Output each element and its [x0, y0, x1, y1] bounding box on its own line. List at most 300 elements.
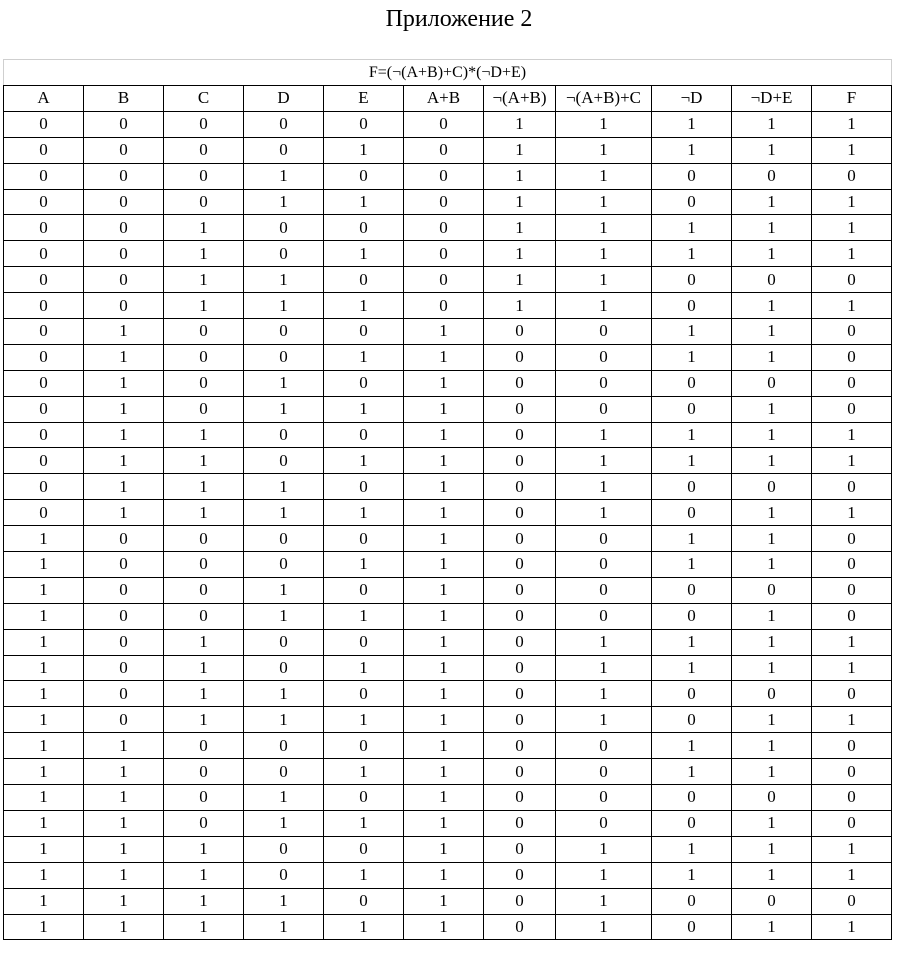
table-cell: 1	[324, 914, 404, 940]
table-cell: 1	[164, 241, 244, 267]
table-cell: 1	[556, 474, 652, 500]
table-cell: 0	[652, 370, 732, 396]
table-cell: 1	[732, 111, 812, 137]
table-cell: 1	[4, 888, 84, 914]
table-cell: 1	[84, 759, 164, 785]
table-cell: 1	[812, 707, 892, 733]
table-cell: 1	[244, 370, 324, 396]
table-row	[4, 189, 892, 215]
table-cell: 1	[244, 577, 324, 603]
table-row	[4, 137, 892, 163]
table-row	[4, 785, 892, 811]
table-cell: 0	[652, 500, 732, 526]
column-header: A	[4, 86, 84, 112]
table-cell: 0	[4, 241, 84, 267]
table-cell: 0	[404, 137, 484, 163]
table-cell: 0	[4, 448, 84, 474]
table-cell: 1	[324, 552, 404, 578]
table-cell: 1	[164, 422, 244, 448]
table-cell: 1	[652, 836, 732, 862]
table-row	[4, 111, 892, 137]
table-cell: 0	[164, 552, 244, 578]
table-cell: 0	[324, 111, 404, 137]
table-cell: 1	[84, 396, 164, 422]
table-cell: 1	[324, 344, 404, 370]
table-cell: 0	[484, 681, 556, 707]
table-row	[4, 267, 892, 293]
table-cell: 0	[244, 552, 324, 578]
table-cell: 0	[164, 189, 244, 215]
table-cell: 0	[4, 293, 84, 319]
table-cell: 0	[84, 603, 164, 629]
table-cell: 0	[484, 474, 556, 500]
table-cell: 1	[812, 500, 892, 526]
table-cell: 1	[732, 344, 812, 370]
table-cell: 1	[556, 888, 652, 914]
table-cell: 1	[164, 707, 244, 733]
table-cell: 1	[164, 862, 244, 888]
table-cell: 0	[244, 733, 324, 759]
table-cell: 1	[652, 552, 732, 578]
table-cell: 0	[164, 526, 244, 552]
table-cell: 0	[4, 474, 84, 500]
table-cell: 0	[404, 293, 484, 319]
table-cell: 0	[732, 163, 812, 189]
table-cell: 1	[324, 241, 404, 267]
table-cell: 1	[4, 707, 84, 733]
table-cell: 0	[732, 577, 812, 603]
table-row	[4, 810, 892, 836]
table-cell: 1	[4, 914, 84, 940]
table-cell: 0	[812, 785, 892, 811]
table-cell: 1	[556, 448, 652, 474]
table-row	[4, 344, 892, 370]
table-cell: 0	[556, 733, 652, 759]
table-cell: 0	[404, 241, 484, 267]
table-cell: 0	[324, 629, 404, 655]
table-cell: 1	[164, 655, 244, 681]
table-cell: 1	[164, 215, 244, 241]
table-cell: 1	[4, 785, 84, 811]
table-row	[4, 293, 892, 319]
table-cell: 0	[324, 422, 404, 448]
table-cell: 1	[732, 422, 812, 448]
table-cell: 0	[324, 577, 404, 603]
table-cell: 1	[556, 111, 652, 137]
table-cell: 0	[732, 267, 812, 293]
table-cell: 1	[732, 396, 812, 422]
table-row	[4, 629, 892, 655]
table-cell: 1	[652, 629, 732, 655]
table-row	[4, 474, 892, 500]
column-header: B	[84, 86, 164, 112]
table-row	[4, 526, 892, 552]
table-cell: 1	[164, 474, 244, 500]
table-cell: 0	[812, 888, 892, 914]
table-cell: 1	[404, 422, 484, 448]
table-row	[4, 241, 892, 267]
table-cell: 1	[404, 862, 484, 888]
table-cell: 1	[812, 914, 892, 940]
table-cell: 0	[244, 111, 324, 137]
table-cell: 0	[812, 577, 892, 603]
table-cell: 1	[732, 603, 812, 629]
table-cell: 0	[84, 215, 164, 241]
table-cell: 1	[4, 629, 84, 655]
table-cell: 0	[244, 629, 324, 655]
table-cell: 1	[4, 681, 84, 707]
table-row	[4, 707, 892, 733]
table-cell: 0	[244, 137, 324, 163]
table-cell: 1	[164, 629, 244, 655]
table-cell: 0	[556, 344, 652, 370]
table-cell: 0	[732, 474, 812, 500]
table-cell: 0	[404, 111, 484, 137]
table-cell: 1	[556, 293, 652, 319]
table-cell: 0	[84, 681, 164, 707]
table-cell: 0	[84, 629, 164, 655]
table-row	[4, 319, 892, 345]
page-title: Приложение 2	[385, 6, 533, 32]
table-cell: 0	[4, 396, 84, 422]
table-cell: 1	[4, 862, 84, 888]
table-cell: 0	[164, 785, 244, 811]
table-cell: 1	[244, 293, 324, 319]
table-cell: 1	[244, 189, 324, 215]
table-cell: 0	[164, 759, 244, 785]
table-cell: 1	[484, 163, 556, 189]
table-cell: 1	[244, 888, 324, 914]
table-cell: 0	[244, 759, 324, 785]
table-cell: 0	[4, 163, 84, 189]
formula-cell: F=(¬(A+B)+C)*(¬D+E)	[4, 60, 892, 86]
table-cell: 1	[84, 500, 164, 526]
table-cell: 1	[164, 500, 244, 526]
column-header: ¬(A+B)+C	[556, 86, 652, 112]
table-cell: 1	[404, 888, 484, 914]
table-cell: 0	[556, 577, 652, 603]
table-cell: 0	[484, 785, 556, 811]
table-cell: 1	[324, 137, 404, 163]
table-cell: 1	[404, 759, 484, 785]
table-cell: 0	[812, 163, 892, 189]
table-cell: 0	[84, 655, 164, 681]
table-cell: 1	[404, 552, 484, 578]
table-cell: 0	[4, 319, 84, 345]
table-cell: 1	[556, 189, 652, 215]
table-cell: 0	[324, 836, 404, 862]
table-cell: 0	[164, 111, 244, 137]
table-cell: 0	[244, 526, 324, 552]
table-cell: 0	[164, 810, 244, 836]
table-cell: 1	[4, 836, 84, 862]
table-cell: 0	[244, 319, 324, 345]
table-cell: 0	[244, 344, 324, 370]
table-row	[4, 862, 892, 888]
table-cell: 1	[324, 862, 404, 888]
table-cell: 0	[652, 810, 732, 836]
table-cell: 0	[556, 552, 652, 578]
table-cell: 0	[484, 500, 556, 526]
table-cell: 1	[324, 707, 404, 733]
table-cell: 0	[404, 215, 484, 241]
table-cell: 0	[484, 629, 556, 655]
table-cell: 1	[556, 914, 652, 940]
table-cell: 0	[484, 888, 556, 914]
table-cell: 1	[812, 293, 892, 319]
table-cell: 0	[484, 914, 556, 940]
table-cell: 1	[812, 862, 892, 888]
table-cell: 1	[164, 836, 244, 862]
table-cell: 1	[324, 448, 404, 474]
table-cell: 0	[164, 370, 244, 396]
table-cell: 1	[652, 448, 732, 474]
table-cell: 1	[404, 914, 484, 940]
table-cell: 0	[244, 448, 324, 474]
table-cell: 1	[4, 577, 84, 603]
table-cell: 1	[404, 603, 484, 629]
table-cell: 1	[84, 319, 164, 345]
table-cell: 1	[244, 396, 324, 422]
table-cell: 0	[404, 163, 484, 189]
column-header: E	[324, 86, 404, 112]
table-cell: 1	[84, 474, 164, 500]
table-cell: 0	[652, 914, 732, 940]
table-cell: 1	[652, 137, 732, 163]
column-header: ¬(A+B)	[484, 86, 556, 112]
table-cell: 1	[556, 655, 652, 681]
table-cell: 0	[324, 733, 404, 759]
table-cell: 1	[404, 577, 484, 603]
table-cell: 0	[812, 370, 892, 396]
table-row	[4, 370, 892, 396]
table-cell: 1	[484, 267, 556, 293]
table-cell: 0	[164, 396, 244, 422]
table-cell: 0	[652, 163, 732, 189]
table-cell: 1	[732, 759, 812, 785]
table-cell: 0	[556, 319, 652, 345]
table-cell: 0	[244, 862, 324, 888]
table-cell: 1	[324, 655, 404, 681]
table-cell: 1	[652, 759, 732, 785]
table-cell: 0	[652, 681, 732, 707]
table-cell: 0	[556, 759, 652, 785]
table-cell: 0	[4, 422, 84, 448]
table-cell: 1	[484, 293, 556, 319]
table-cell: 1	[556, 241, 652, 267]
table-cell: 1	[84, 810, 164, 836]
table-cell: 0	[4, 370, 84, 396]
table-cell: 1	[4, 733, 84, 759]
table-cell: 0	[84, 163, 164, 189]
formula-row	[4, 60, 892, 86]
table-cell: 1	[84, 836, 164, 862]
table-cell: 0	[164, 163, 244, 189]
table-cell: 0	[84, 293, 164, 319]
table-cell: 1	[404, 707, 484, 733]
table-cell: 0	[324, 888, 404, 914]
table-cell: 1	[556, 681, 652, 707]
table-cell: 0	[556, 810, 652, 836]
header-row	[4, 86, 892, 112]
table-cell: 0	[324, 526, 404, 552]
table-cell: 1	[84, 448, 164, 474]
table-cell: 0	[84, 552, 164, 578]
table-cell: 1	[244, 163, 324, 189]
table-cell: 0	[812, 810, 892, 836]
table-cell: 1	[84, 344, 164, 370]
table-cell: 1	[404, 733, 484, 759]
table-cell: 1	[652, 241, 732, 267]
table-cell: 1	[404, 370, 484, 396]
table-cell: 1	[4, 603, 84, 629]
table-cell: 1	[732, 810, 812, 836]
table-cell: 1	[324, 189, 404, 215]
table-cell: 0	[812, 267, 892, 293]
table-cell: 1	[164, 267, 244, 293]
table-cell: 1	[404, 785, 484, 811]
table-cell: 0	[732, 785, 812, 811]
table-cell: 0	[324, 785, 404, 811]
table-cell: 1	[652, 215, 732, 241]
table-cell: 0	[324, 681, 404, 707]
table-cell: 0	[4, 111, 84, 137]
table-cell: 1	[732, 293, 812, 319]
table-cell: 1	[244, 267, 324, 293]
table-cell: 1	[84, 785, 164, 811]
table-cell: 0	[4, 344, 84, 370]
table-cell: 1	[84, 888, 164, 914]
table-cell: 1	[812, 836, 892, 862]
table-row	[4, 577, 892, 603]
table-cell: 1	[652, 733, 732, 759]
table-cell: 0	[484, 733, 556, 759]
table-row	[4, 163, 892, 189]
table-cell: 0	[556, 603, 652, 629]
table-cell: 1	[484, 137, 556, 163]
table-cell: 0	[812, 681, 892, 707]
table-cell: 1	[244, 810, 324, 836]
table-cell: 1	[244, 500, 324, 526]
table-cell: 0	[84, 707, 164, 733]
table-cell: 1	[484, 111, 556, 137]
table-cell: 0	[484, 862, 556, 888]
table-cell: 1	[84, 733, 164, 759]
table-cell: 0	[484, 759, 556, 785]
table-cell: 1	[404, 629, 484, 655]
table-cell: 0	[404, 189, 484, 215]
table-cell: 0	[732, 370, 812, 396]
table-row	[4, 836, 892, 862]
table-cell: 1	[732, 862, 812, 888]
table-cell: 1	[732, 215, 812, 241]
table-cell: 1	[484, 189, 556, 215]
table-cell: 1	[164, 888, 244, 914]
table-row	[4, 215, 892, 241]
table-cell: 1	[404, 344, 484, 370]
table-cell: 1	[556, 215, 652, 241]
table-cell: 0	[652, 707, 732, 733]
table-cell: 1	[4, 552, 84, 578]
table-cell: 0	[812, 603, 892, 629]
table-cell: 0	[732, 888, 812, 914]
table-cell: 1	[812, 422, 892, 448]
table-body	[4, 111, 892, 940]
table-cell: 1	[556, 836, 652, 862]
table-cell: 0	[484, 603, 556, 629]
table-cell: 1	[732, 629, 812, 655]
table-cell: 1	[652, 344, 732, 370]
table-cell: 0	[556, 526, 652, 552]
table-cell: 0	[484, 422, 556, 448]
table-cell: 0	[484, 344, 556, 370]
table-cell: 0	[484, 396, 556, 422]
table-row	[4, 603, 892, 629]
table-cell: 1	[404, 448, 484, 474]
table-cell: 1	[732, 500, 812, 526]
table-cell: 0	[652, 577, 732, 603]
table-cell: 1	[812, 629, 892, 655]
table-cell: 0	[324, 267, 404, 293]
table-cell: 1	[556, 707, 652, 733]
table-cell: 1	[324, 293, 404, 319]
table-cell: 0	[812, 344, 892, 370]
table-cell: 1	[812, 241, 892, 267]
table-cell: 1	[84, 370, 164, 396]
table-cell: 0	[4, 500, 84, 526]
table-cell: 0	[4, 137, 84, 163]
table-cell: 1	[404, 474, 484, 500]
table-cell: 0	[164, 319, 244, 345]
table-cell: 1	[732, 914, 812, 940]
table-cell: 1	[652, 526, 732, 552]
table-cell: 0	[84, 241, 164, 267]
table-cell: 1	[84, 862, 164, 888]
table-cell: 1	[556, 629, 652, 655]
table-cell: 1	[732, 319, 812, 345]
table-cell: 0	[556, 785, 652, 811]
table-cell: 0	[164, 137, 244, 163]
table-cell: 0	[84, 577, 164, 603]
table-cell: 1	[164, 293, 244, 319]
table-cell: 1	[732, 448, 812, 474]
table-cell: 0	[84, 526, 164, 552]
table-cell: 1	[812, 189, 892, 215]
table-cell: 1	[556, 267, 652, 293]
table-cell: 1	[484, 215, 556, 241]
table-cell: 1	[732, 552, 812, 578]
table-cell: 1	[244, 603, 324, 629]
table-row	[4, 655, 892, 681]
table-cell: 0	[484, 526, 556, 552]
table-cell: 1	[404, 836, 484, 862]
table-cell: 1	[324, 500, 404, 526]
table-row	[4, 914, 892, 940]
table-cell: 1	[404, 526, 484, 552]
table-cell: 1	[404, 655, 484, 681]
table-cell: 1	[652, 862, 732, 888]
table-cell: 0	[652, 267, 732, 293]
table-cell: 1	[164, 681, 244, 707]
table-cell: 1	[812, 655, 892, 681]
table-row	[4, 681, 892, 707]
table-cell: 0	[484, 448, 556, 474]
table-cell: 1	[556, 862, 652, 888]
table-cell: 0	[164, 577, 244, 603]
table-cell: 0	[732, 681, 812, 707]
table-cell: 0	[4, 189, 84, 215]
table-cell: 1	[4, 810, 84, 836]
